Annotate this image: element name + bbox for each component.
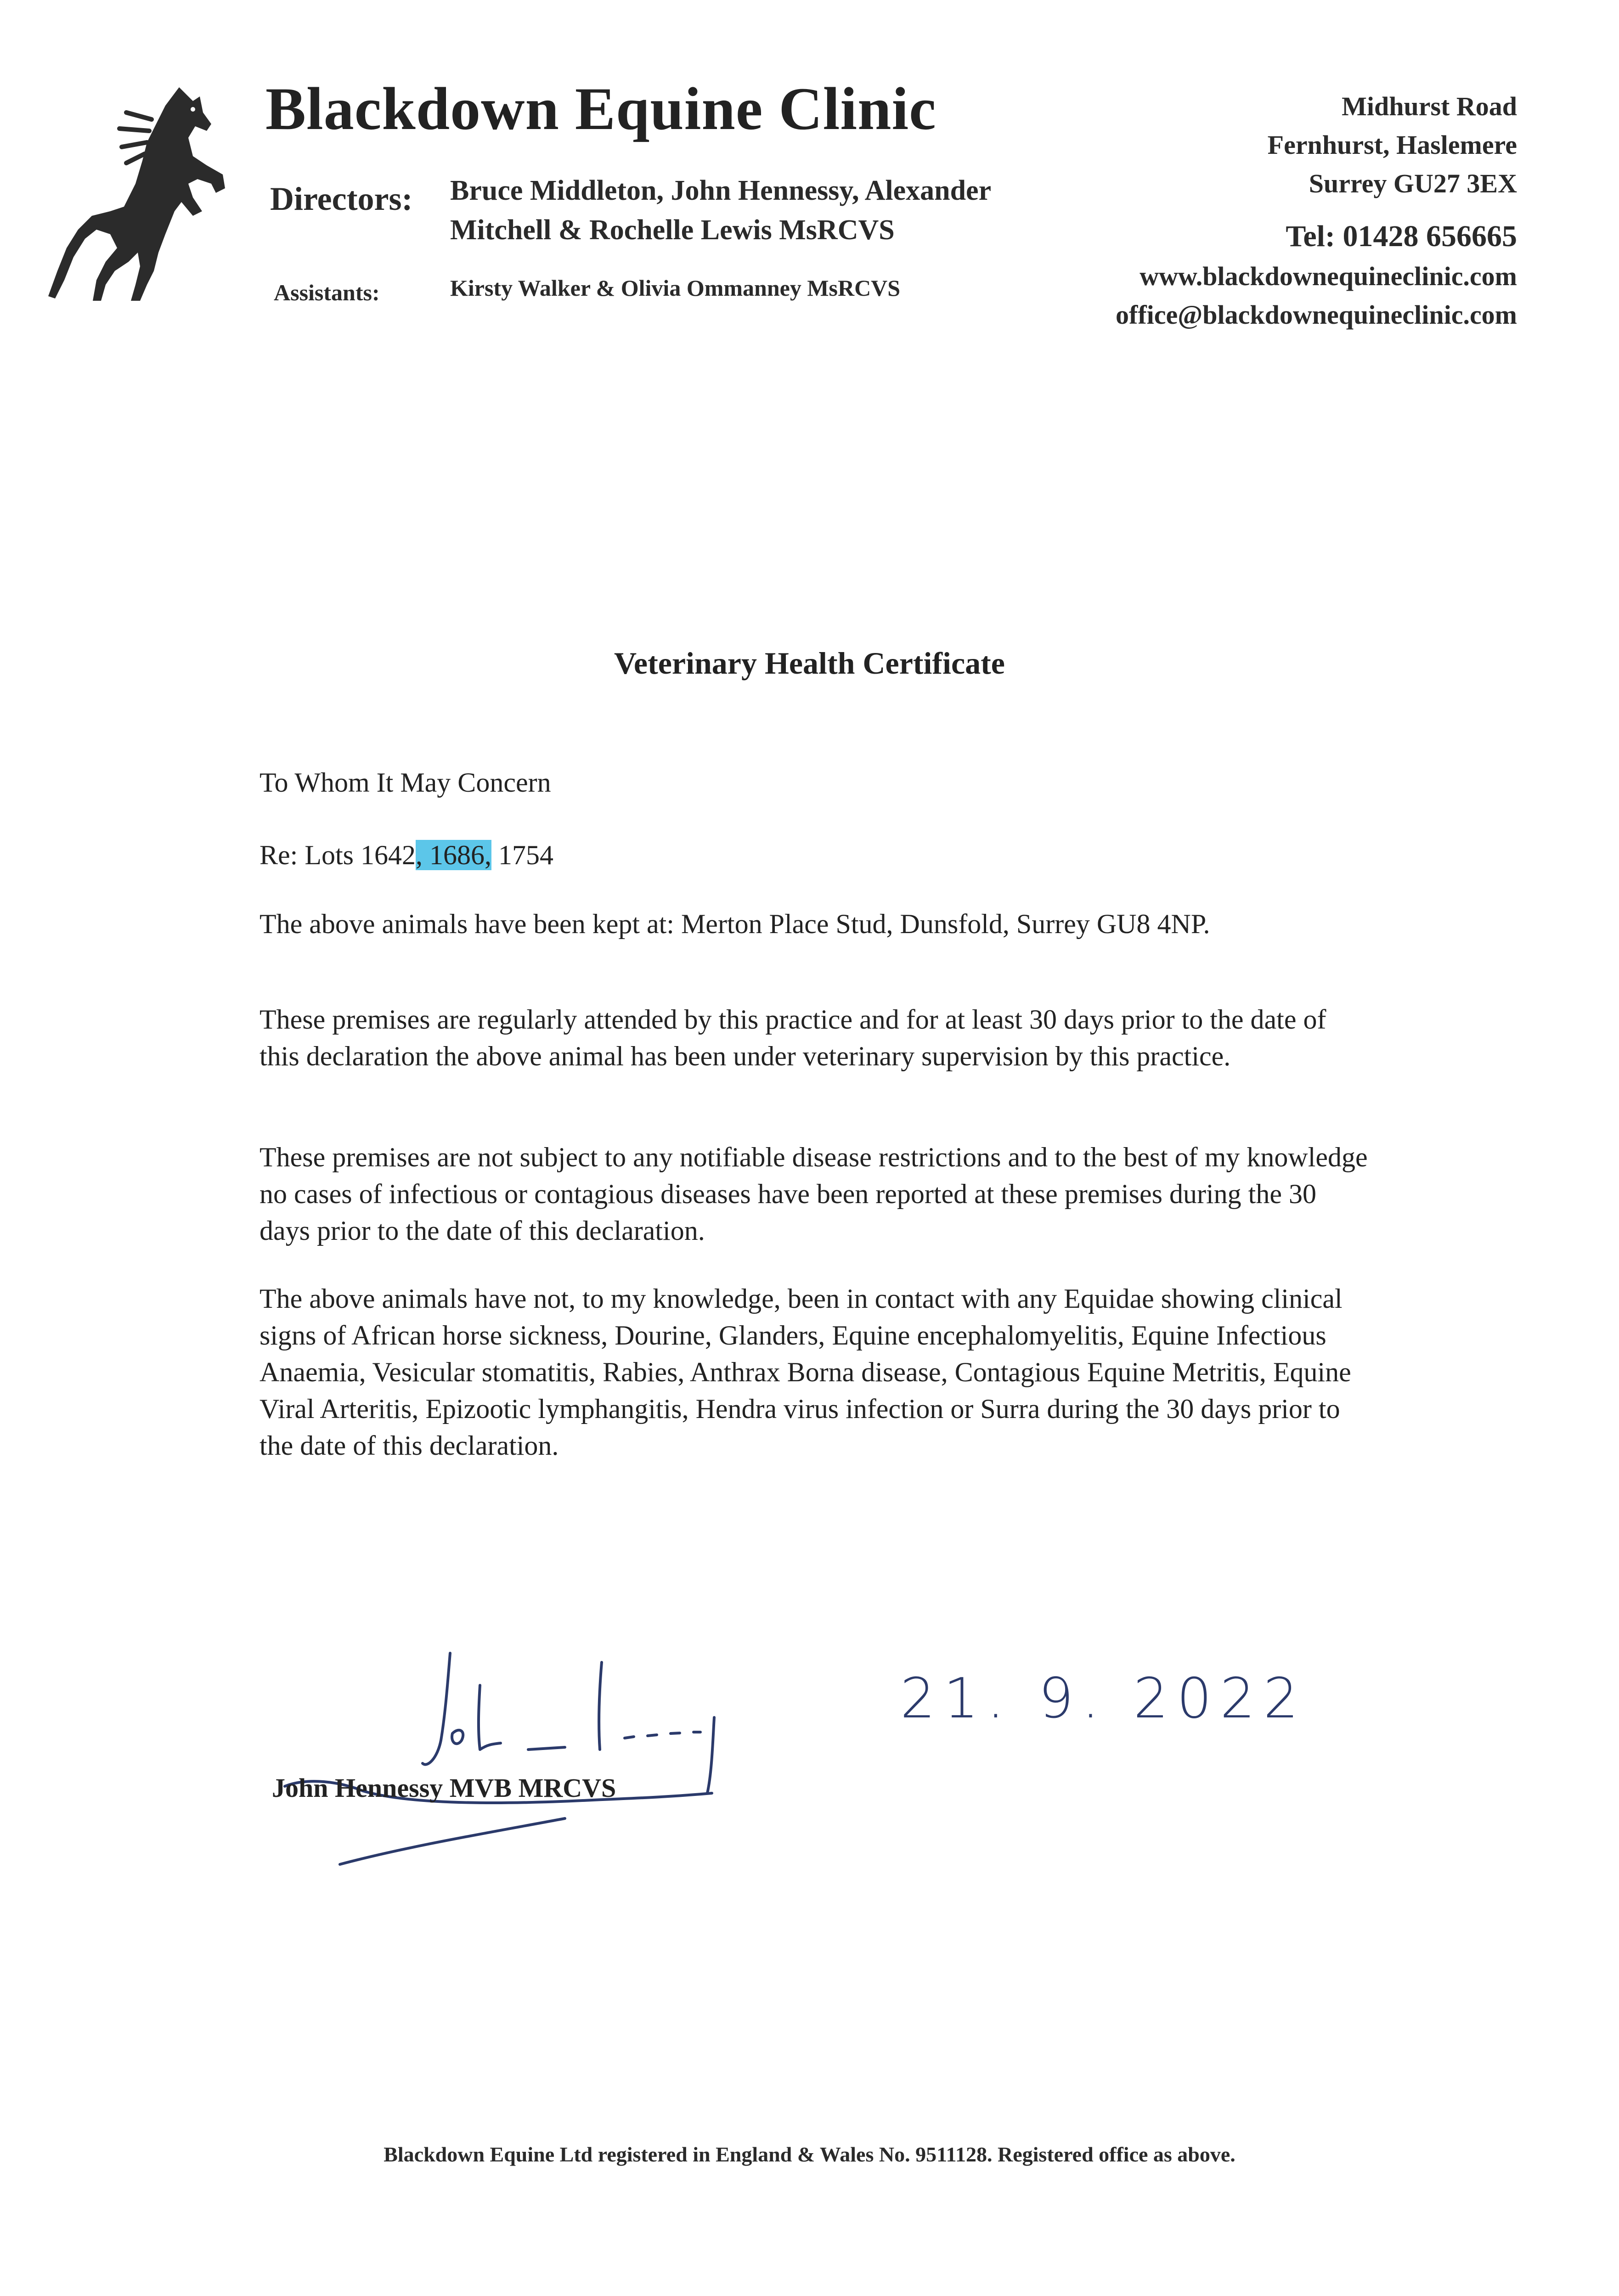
premises-statement: The above animals have been kept at: Merton Place Stud, Dunsfold, Surrey GU8 4NP. bbox=[259, 909, 1210, 939]
disease-restrictions-paragraph: These premises are not subject to any notifiable disease restrictions and to the best of my knowledge no cases of infectious or contagious diseases have been reported at these premises during the 30 days prior to the date of this declaration. bbox=[259, 1142, 1368, 1246]
clinic-address bbox=[1268, 87, 1517, 203]
lot-reference-prefix: Re: Lots 1642 bbox=[259, 840, 416, 870]
website-link[interactable]: www.blackdownequineclinic.com bbox=[1140, 261, 1517, 291]
signatory-name: John Hennessy MVB MRCVS bbox=[272, 1773, 616, 1803]
certificate-title: Veterinary Health Certificate bbox=[614, 646, 1005, 681]
directors-names-line2: Mitchell & Rochelle Lewis MsRCVS bbox=[450, 214, 895, 246]
lot-reference bbox=[259, 839, 1371, 871]
telephone: Tel: 01428 656665 bbox=[1286, 219, 1517, 253]
handwritten-signature bbox=[271, 1635, 804, 1874]
clinic-name: Blackdown Equine Clinic bbox=[265, 75, 936, 142]
registration-footer: Blackdown Equine Ltd registered in England & Wales No. 9511128. Registered office as above. bbox=[384, 2143, 1235, 2166]
address-line: Midhurst Road bbox=[1342, 91, 1517, 121]
clinic-contact bbox=[1116, 216, 1517, 334]
supervision-paragraph: These premises are regularly attended by this practice and for at least 30 days prior to the date of this declaration the above animal has been under veterinary supervision by this practice. bbox=[259, 1004, 1326, 1071]
address-line: Surrey GU27 3EX bbox=[1309, 169, 1517, 198]
address-line: Fernhurst, Haslemere bbox=[1267, 130, 1517, 160]
contact-declaration-paragraph: The above animals have not, to my knowledge, been in contact with any Equidae showing clinical signs of African horse sickness, Dourine, Glanders, Equine encephalomyelitis, Equine Infectious Anaemia, Vesicular stomatitis, Rabies, Anthrax Borna disease, Contagious Equine Metritis, Equine Viral Arteritis, Epizootic lymphangitis, Hendra virus infection or Surra during the 30 days prior to the date of this declaration. bbox=[259, 1283, 1351, 1461]
lot-reference-suffix: 1754 bbox=[491, 840, 553, 870]
assistants-label: Assistants: bbox=[274, 280, 380, 305]
assistants-names: Kirsty Walker & Olivia Ommanney MsRCVS bbox=[450, 275, 901, 301]
signature-date: 21. 9. 2022 bbox=[900, 1667, 1307, 1731]
email-link[interactable]: office@blackdownequineclinic.com bbox=[1116, 300, 1517, 330]
directors-label: Directors: bbox=[270, 180, 413, 217]
salutation: To Whom It May Concern bbox=[259, 767, 551, 798]
directors-names-line1: Bruce Middleton, John Hennessy, Alexander bbox=[450, 175, 992, 206]
rearing-horse-icon bbox=[41, 69, 234, 308]
highlighted-lot: , 1686, bbox=[416, 840, 491, 870]
